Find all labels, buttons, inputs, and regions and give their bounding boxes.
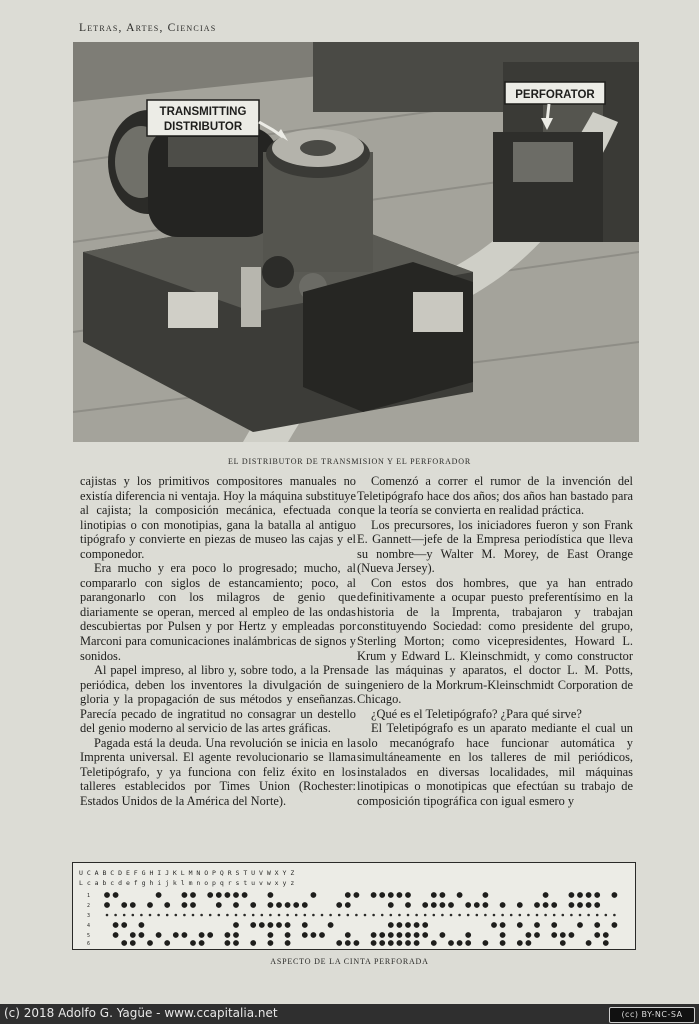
punched-hole bbox=[276, 902, 282, 908]
punched-hole bbox=[577, 892, 583, 898]
punched-hole bbox=[311, 892, 317, 898]
punched-hole bbox=[483, 902, 489, 908]
punched-hole bbox=[233, 922, 239, 928]
punched-hole bbox=[414, 932, 420, 938]
punched-hole bbox=[577, 922, 583, 928]
punched-hole bbox=[182, 932, 188, 938]
sprocket-hole bbox=[579, 914, 582, 917]
punched-hole bbox=[190, 940, 196, 946]
perforated-tape-figure bbox=[72, 862, 636, 950]
punched-hole bbox=[483, 940, 489, 946]
sprocket-hole bbox=[312, 914, 315, 917]
punched-hole bbox=[113, 892, 119, 898]
punched-hole bbox=[371, 940, 377, 946]
sprocket-hole bbox=[372, 914, 375, 917]
sprocket-hole bbox=[398, 914, 401, 917]
punched-hole bbox=[139, 932, 145, 938]
punched-hole bbox=[440, 932, 446, 938]
label-transmitting: TRANSMITTING bbox=[159, 106, 247, 118]
sprocket-hole bbox=[200, 914, 203, 917]
sprocket-hole bbox=[424, 914, 427, 917]
tape-row-lower: L c a b c d e f g h i j k l m n o p q r s t u v w x y z bbox=[79, 879, 295, 887]
sprocket-hole bbox=[304, 914, 307, 917]
sprocket-hole bbox=[527, 914, 530, 917]
punched-hole bbox=[216, 892, 222, 898]
punched-hole bbox=[388, 932, 394, 938]
tape-holes bbox=[104, 892, 617, 946]
sprocket-hole bbox=[476, 914, 479, 917]
punched-hole bbox=[405, 922, 411, 928]
punched-hole bbox=[345, 932, 351, 938]
punched-hole bbox=[285, 922, 291, 928]
punched-hole bbox=[586, 940, 592, 946]
punched-hole bbox=[405, 902, 411, 908]
tape-row-upper: U C A B C D E F G H I J K L M N O P Q R S T U V W X Y Z bbox=[79, 869, 295, 877]
punched-hole bbox=[560, 932, 566, 938]
sprocket-hole bbox=[390, 914, 393, 917]
punched-hole bbox=[448, 940, 454, 946]
punched-hole bbox=[603, 940, 609, 946]
sprocket-hole bbox=[467, 914, 470, 917]
punched-hole bbox=[526, 940, 532, 946]
sprocket-hole bbox=[596, 914, 599, 917]
punched-hole bbox=[285, 940, 291, 946]
punched-hole bbox=[586, 902, 592, 908]
punched-hole bbox=[405, 940, 411, 946]
punched-hole bbox=[130, 902, 136, 908]
punched-hole bbox=[569, 892, 575, 898]
sprocket-hole bbox=[166, 914, 169, 917]
punched-hole bbox=[397, 892, 403, 898]
punched-hole bbox=[225, 940, 231, 946]
sprocket-hole bbox=[114, 914, 117, 917]
punched-hole bbox=[302, 902, 308, 908]
tape-row-number: 3 bbox=[87, 913, 91, 919]
tape-row-number: 5 bbox=[87, 933, 91, 939]
sprocket-hole bbox=[510, 914, 513, 917]
punched-hole bbox=[276, 922, 282, 928]
punched-hole bbox=[354, 940, 360, 946]
running-title: Letras, Artes, Ciencias bbox=[79, 22, 217, 34]
punched-hole bbox=[233, 932, 239, 938]
right-column bbox=[357, 474, 633, 809]
sprocket-hole bbox=[338, 914, 341, 917]
punched-hole bbox=[225, 892, 231, 898]
tape-row-number: 4 bbox=[87, 923, 91, 929]
punched-hole bbox=[233, 940, 239, 946]
punched-hole bbox=[285, 932, 291, 938]
sprocket-hole bbox=[286, 914, 289, 917]
sprocket-hole bbox=[493, 914, 496, 917]
sprocket-hole bbox=[321, 914, 324, 917]
punched-hole bbox=[474, 902, 480, 908]
sprocket-hole bbox=[587, 914, 590, 917]
punched-hole bbox=[233, 902, 239, 908]
tape-row-number: 2 bbox=[87, 903, 91, 909]
punched-hole bbox=[543, 902, 549, 908]
punched-hole bbox=[216, 902, 222, 908]
punched-hole bbox=[190, 892, 196, 898]
punched-hole bbox=[465, 902, 471, 908]
sprocket-hole bbox=[123, 914, 126, 917]
punched-hole bbox=[268, 932, 274, 938]
punched-hole bbox=[500, 940, 506, 946]
punched-hole bbox=[268, 892, 274, 898]
punched-hole bbox=[199, 940, 205, 946]
punched-hole bbox=[594, 902, 600, 908]
sprocket-hole bbox=[613, 914, 616, 917]
punched-hole bbox=[577, 902, 583, 908]
punched-hole bbox=[397, 922, 403, 928]
punched-hole bbox=[534, 932, 540, 938]
sprocket-hole bbox=[570, 914, 573, 917]
punched-hole bbox=[543, 892, 549, 898]
punched-hole bbox=[354, 892, 360, 898]
sprocket-hole bbox=[252, 914, 255, 917]
punched-hole bbox=[440, 892, 446, 898]
punched-hole bbox=[345, 940, 351, 946]
punched-hole bbox=[422, 902, 428, 908]
punched-hole bbox=[250, 922, 256, 928]
punched-hole bbox=[457, 940, 463, 946]
punched-hole bbox=[405, 932, 411, 938]
sprocket-hole bbox=[381, 914, 384, 917]
punched-hole bbox=[500, 932, 506, 938]
punched-hole bbox=[113, 932, 119, 938]
punched-hole bbox=[319, 932, 325, 938]
sprocket-hole bbox=[450, 914, 453, 917]
tape-row-number: 1 bbox=[87, 893, 91, 899]
punched-hole bbox=[336, 902, 342, 908]
sprocket-hole bbox=[295, 914, 298, 917]
punched-hole bbox=[465, 940, 471, 946]
punched-hole bbox=[612, 892, 618, 898]
punched-hole bbox=[405, 892, 411, 898]
figure-caption-distributor: EL DISTRIBUTOR DE TRANSMISION Y EL PERFORADOR bbox=[228, 457, 471, 466]
punched-hole bbox=[534, 902, 540, 908]
punched-hole bbox=[345, 892, 351, 898]
punched-hole bbox=[431, 902, 437, 908]
punched-hole bbox=[139, 922, 145, 928]
punched-hole bbox=[397, 940, 403, 946]
punched-hole bbox=[293, 902, 299, 908]
punched-hole bbox=[147, 902, 153, 908]
paragraph: Con estos dos hombres, que ya han entrado definitivamente a ocupar puesto preferentísimo en la historia de la Imprenta, trabajaron y trabajan constituyendo Sociedad: como presidente del grupo, Sterling Morton; como vicepresidentes, Howard L. Krum y Edward L. Kleinschmidt, y como constructor de las máquinas y aparatos, el doctor L. M. Potts, ingeniero de la Morkrum-Kleinschmidt Corporation de Chicago. bbox=[357, 575, 633, 707]
paragraph: Comenzó a correr el rumor de la invención del Teletipógrafo hace dos años; dos años han bastado para que la teoría se convierta en realidad práctica. bbox=[357, 474, 633, 518]
punched-hole bbox=[422, 922, 428, 928]
punched-hole bbox=[233, 892, 239, 898]
punched-hole bbox=[603, 932, 609, 938]
punched-hole bbox=[164, 940, 170, 946]
punched-hole bbox=[328, 922, 334, 928]
sprocket-hole bbox=[132, 914, 135, 917]
sprocket-hole bbox=[140, 914, 143, 917]
punched-hole bbox=[268, 902, 274, 908]
punched-hole bbox=[130, 932, 136, 938]
punched-hole bbox=[113, 922, 119, 928]
punched-hole bbox=[268, 940, 274, 946]
figure-caption-tape: ASPECTO DE LA CINTA PERFORADA bbox=[270, 957, 429, 966]
punched-hole bbox=[551, 902, 557, 908]
punched-hole bbox=[431, 892, 437, 898]
punched-hole bbox=[517, 922, 523, 928]
sprocket-hole bbox=[553, 914, 556, 917]
paragraph: ¿Qué es el Teletipógrafo? ¿Para qué sirve? bbox=[371, 706, 582, 721]
left-column bbox=[80, 474, 356, 809]
cc-license-badge: (cc) BY-NC-SA bbox=[609, 1007, 695, 1023]
punched-hole bbox=[302, 932, 308, 938]
punched-hole bbox=[379, 892, 385, 898]
punched-hole bbox=[225, 932, 231, 938]
sprocket-hole bbox=[235, 914, 238, 917]
punched-hole bbox=[250, 940, 256, 946]
punched-hole bbox=[491, 922, 497, 928]
punched-hole bbox=[164, 902, 170, 908]
punched-hole bbox=[121, 940, 127, 946]
punched-hole bbox=[259, 922, 265, 928]
sprocket-hole bbox=[209, 914, 212, 917]
punched-hole bbox=[182, 892, 188, 898]
sprocket-hole bbox=[407, 914, 410, 917]
punched-hole bbox=[388, 902, 394, 908]
punched-hole bbox=[121, 902, 127, 908]
punched-hole bbox=[551, 932, 557, 938]
punched-hole bbox=[173, 932, 179, 938]
punched-hole bbox=[379, 940, 385, 946]
punched-hole bbox=[414, 922, 420, 928]
punched-hole bbox=[190, 902, 196, 908]
punched-hole bbox=[457, 892, 463, 898]
footer-bar bbox=[0, 1004, 699, 1024]
copyright-text: (c) 2018 Adolfo G. Yagüe - www.ccapitalia.net bbox=[4, 1006, 278, 1020]
punched-hole bbox=[104, 902, 110, 908]
punched-hole bbox=[371, 892, 377, 898]
punched-hole bbox=[147, 940, 153, 946]
label-distributor: DISTRIBUTOR bbox=[163, 121, 243, 133]
tape-row-number: 6 bbox=[87, 941, 91, 947]
punched-hole bbox=[612, 922, 618, 928]
sprocket-hole bbox=[364, 914, 367, 917]
punched-hole bbox=[594, 922, 600, 928]
sprocket-hole bbox=[355, 914, 358, 917]
sprocket-hole bbox=[441, 914, 444, 917]
paragraph: Pagada está la deuda. Una revolución se inicia en la Imprenta universal. El agente revolucionario se llama Teletipógrafo, y ya funciona con feliz éxito en los talleres establecidos por Times Union (Rochester: Estados Unidos de la América del Norte). bbox=[80, 735, 356, 809]
label-perforator: PERFORATOR bbox=[515, 89, 595, 101]
punched-hole bbox=[130, 940, 136, 946]
sprocket-hole bbox=[175, 914, 178, 917]
sprocket-hole bbox=[536, 914, 539, 917]
punched-hole bbox=[560, 940, 566, 946]
sprocket-hole bbox=[243, 914, 246, 917]
sprocket-hole bbox=[183, 914, 186, 917]
punched-hole bbox=[586, 892, 592, 898]
sprocket-hole bbox=[278, 914, 281, 917]
sprocket-hole bbox=[192, 914, 195, 917]
sprocket-hole bbox=[415, 914, 418, 917]
punched-hole bbox=[569, 932, 575, 938]
sprocket-hole bbox=[261, 914, 264, 917]
punched-hole bbox=[156, 892, 162, 898]
punched-hole bbox=[311, 932, 317, 938]
punched-hole bbox=[534, 922, 540, 928]
punched-hole bbox=[199, 932, 205, 938]
punched-hole bbox=[388, 892, 394, 898]
punched-hole bbox=[156, 932, 162, 938]
punched-hole bbox=[104, 892, 110, 898]
paragraph: Al papel impreso, al libro y, sobre todo, a la Prensa periódica, deben los inventores la divulgación de su gloria y la propagación de sus métodos y enseñanzas. Parecía pecado de ingratitud no consagrar un destello del genio moderno al servicio de las artes gráficas. bbox=[80, 663, 356, 736]
sprocket-hole bbox=[269, 914, 272, 917]
sprocket-hole bbox=[106, 914, 109, 917]
punched-hole bbox=[397, 932, 403, 938]
punched-hole bbox=[431, 940, 437, 946]
punched-hole bbox=[388, 940, 394, 946]
paragraph: El Teletipógrafo es un aparato mediante el cual un solo mecanógrafo hace funcionar automática y simultáneamente en los talleres de mil periódicos, instalados en diversas localidades, mil máquinas linotipicas o monotipicas que efectúan su trabajo de composición tipográfica con igual esmero y bbox=[357, 721, 633, 809]
punched-hole bbox=[250, 902, 256, 908]
sprocket-hole bbox=[218, 914, 221, 917]
sprocket-hole bbox=[433, 914, 436, 917]
punched-hole bbox=[526, 932, 532, 938]
punched-hole bbox=[594, 932, 600, 938]
punched-hole bbox=[207, 892, 213, 898]
sprocket-hole bbox=[157, 914, 160, 917]
paragraph: cajistas y los primitivos compositores manuales no existía diferencia ni ventaja. Hoy la máquina substituye al cajista; la composición mecánica, efectuada con linotipias o con monotipias, gana la batalla al antiguo tipógrafo y convierte en piezas de museo las cajas y el componedor. bbox=[80, 474, 356, 561]
punched-hole bbox=[422, 932, 428, 938]
punched-hole bbox=[500, 922, 506, 928]
punched-hole bbox=[242, 892, 248, 898]
sprocket-hole bbox=[347, 914, 350, 917]
punched-hole bbox=[379, 932, 385, 938]
sprocket-hole bbox=[544, 914, 547, 917]
punched-hole bbox=[388, 922, 394, 928]
punched-hole bbox=[285, 902, 291, 908]
punched-hole bbox=[371, 932, 377, 938]
punched-hole bbox=[448, 902, 454, 908]
paragraph: Era mucho y era poco lo progresado; mucho, al compararlo con siglos de estancamiento; poco, al parangonarlo con los milagros de genio que diariamente se operan, merced al empleo de las ondas descubiertas por Pulsen y por Hertz y empleadas por Marconi para comunicaciones inalámbricas de signos y sonidos. bbox=[80, 561, 356, 663]
punched-hole bbox=[207, 932, 213, 938]
punched-hole bbox=[517, 940, 523, 946]
punched-hole bbox=[182, 902, 188, 908]
punched-hole bbox=[594, 892, 600, 898]
sprocket-hole bbox=[605, 914, 608, 917]
punched-hole bbox=[500, 902, 506, 908]
sprocket-hole bbox=[458, 914, 461, 917]
punched-hole bbox=[336, 940, 342, 946]
paragraph: Los precursores, los iniciadores fueron y son Frank E. Gannett—jefe de la Empresa periodística que lleva su nombre—y Walter M. Morey, de East Orange (Nueva Jersey). bbox=[357, 517, 633, 576]
sprocket-hole bbox=[519, 914, 522, 917]
photo-transmitting-distributor-and-perforator bbox=[73, 42, 639, 442]
punched-hole bbox=[440, 902, 446, 908]
sprocket-hole bbox=[149, 914, 152, 917]
punched-hole bbox=[483, 892, 489, 898]
punched-hole bbox=[302, 922, 308, 928]
punched-hole bbox=[121, 922, 127, 928]
punched-hole bbox=[551, 922, 557, 928]
sprocket-hole bbox=[484, 914, 487, 917]
sprocket-hole bbox=[329, 914, 332, 917]
punched-hole bbox=[569, 902, 575, 908]
punched-hole bbox=[414, 940, 420, 946]
punched-hole bbox=[345, 902, 351, 908]
punched-hole bbox=[268, 922, 274, 928]
punched-hole bbox=[517, 902, 523, 908]
sprocket-hole bbox=[226, 914, 229, 917]
punched-hole bbox=[465, 932, 471, 938]
sprocket-hole bbox=[501, 914, 504, 917]
sprocket-hole bbox=[562, 914, 565, 917]
